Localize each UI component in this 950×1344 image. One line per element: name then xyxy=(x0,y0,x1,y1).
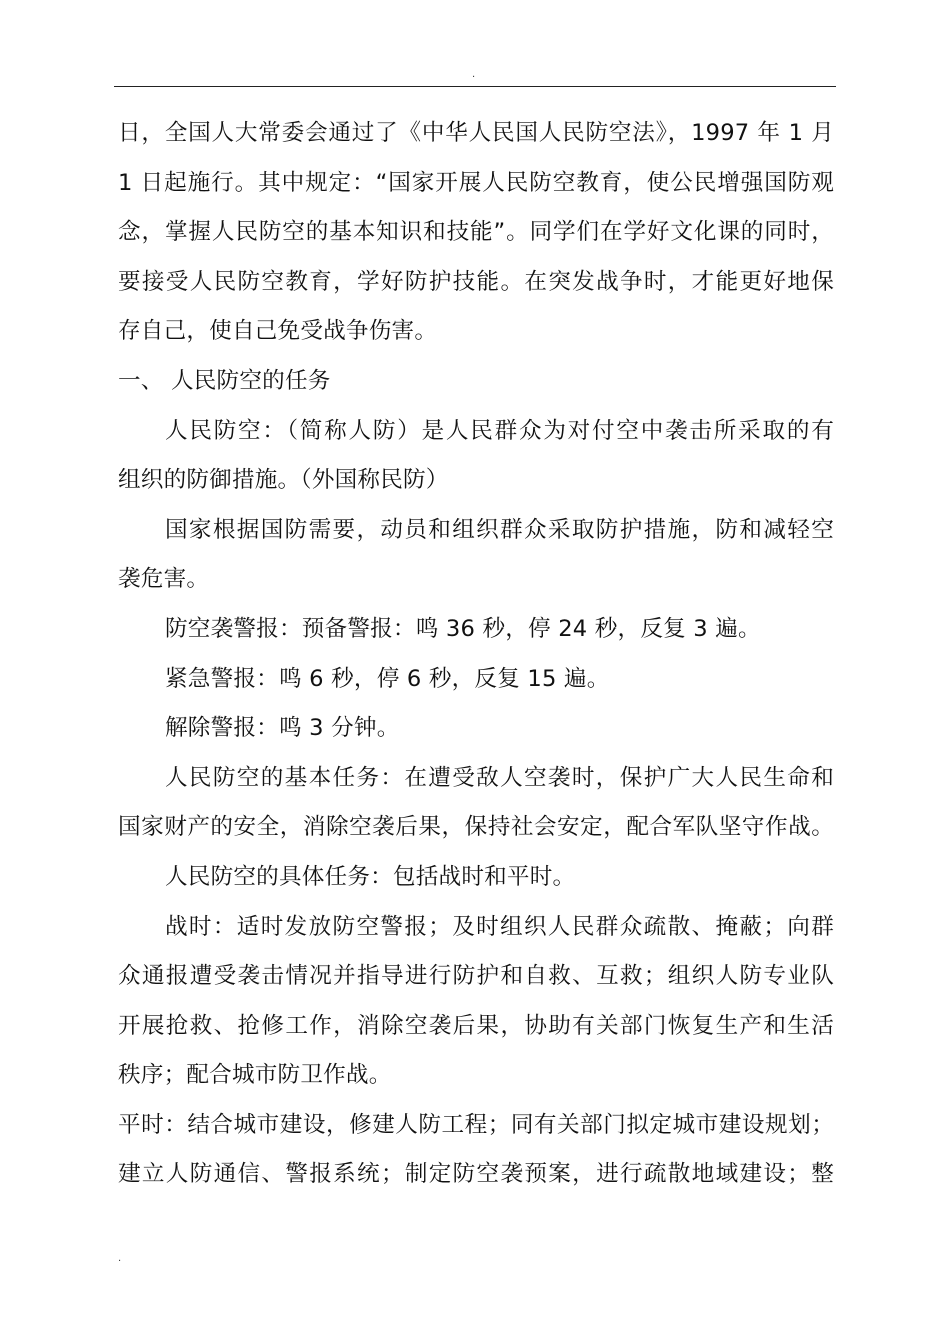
text-line: 存自己，使自己免受战争伤害。 xyxy=(118,318,438,345)
text-line: 1 日起施行。其中规定：“国家开展人民防空教育，使公民增强国防观 xyxy=(118,169,834,196)
text-line: 要接受人民防空教育，学好防护技能。在突发战争时，才能更好地保 xyxy=(118,268,834,295)
text-line: 组织的防御措施。（外国称民防） xyxy=(118,467,449,494)
text-line: 人民防空的基本任务：在遭受敌人空袭时，保护广大人民生命和 xyxy=(165,764,834,791)
section-heading: 一、 人民防空的任务 xyxy=(118,367,331,394)
text-line: 平时：结合城市建设，修建人防工程；同有关部门拟定城市建设规划； xyxy=(118,1111,834,1138)
text-line: 建立人防通信、警报系统；制定防空袭预案，进行疏散地域建设；整 xyxy=(118,1161,834,1188)
footer-mark: . xyxy=(118,1253,122,1264)
text-line: 秩序；配合城市防卫作战。 xyxy=(118,1062,392,1089)
text-line: 袭危害。 xyxy=(118,566,210,593)
text-line: 紧急警报：鸣 6 秒，停 6 秒，反复 15 遍。 xyxy=(165,665,610,692)
text-line: 念，掌握人民防空的基本知识和技能”。同学们在学好文化课的同时， xyxy=(118,219,834,246)
text-line: 人民防空的具体任务：包括战时和平时。 xyxy=(165,863,576,890)
text-line: 开展抢救、抢修工作，消除空袭后果，协助有关部门恢复生产和生活 xyxy=(118,1012,834,1039)
text-line: 人民防空：（简称人防）是人民群众为对付空中袭击所采取的有 xyxy=(165,417,834,444)
header-rule xyxy=(114,86,836,87)
text-line: 众通报遭受袭击情况并指导进行防护和自救、互救；组织人防专业队 xyxy=(118,963,834,990)
body-text xyxy=(118,109,834,1200)
text-line: 国家根据国防需要，动员和组织群众采取防护措施，防和减轻空 xyxy=(165,516,834,543)
text-line: 防空袭警报：预备警报：鸣 36 秒，停 24 秒，反复 3 遍。 xyxy=(165,615,761,642)
text-line: 国家财产的安全，消除空袭后果，保持社会安定，配合军队坚守作战。 xyxy=(118,814,834,841)
text-line: 战时：适时发放防空警报；及时组织人民群众疏散、掩蔽；向群 xyxy=(165,913,834,940)
header-mark: . xyxy=(472,69,476,80)
text-line: 解除警报：鸣 3 分钟。 xyxy=(165,715,400,742)
text-line: 日，全国人大常委会通过了《中华人民国人民防空法》，1997 年 1 月 xyxy=(118,120,834,146)
